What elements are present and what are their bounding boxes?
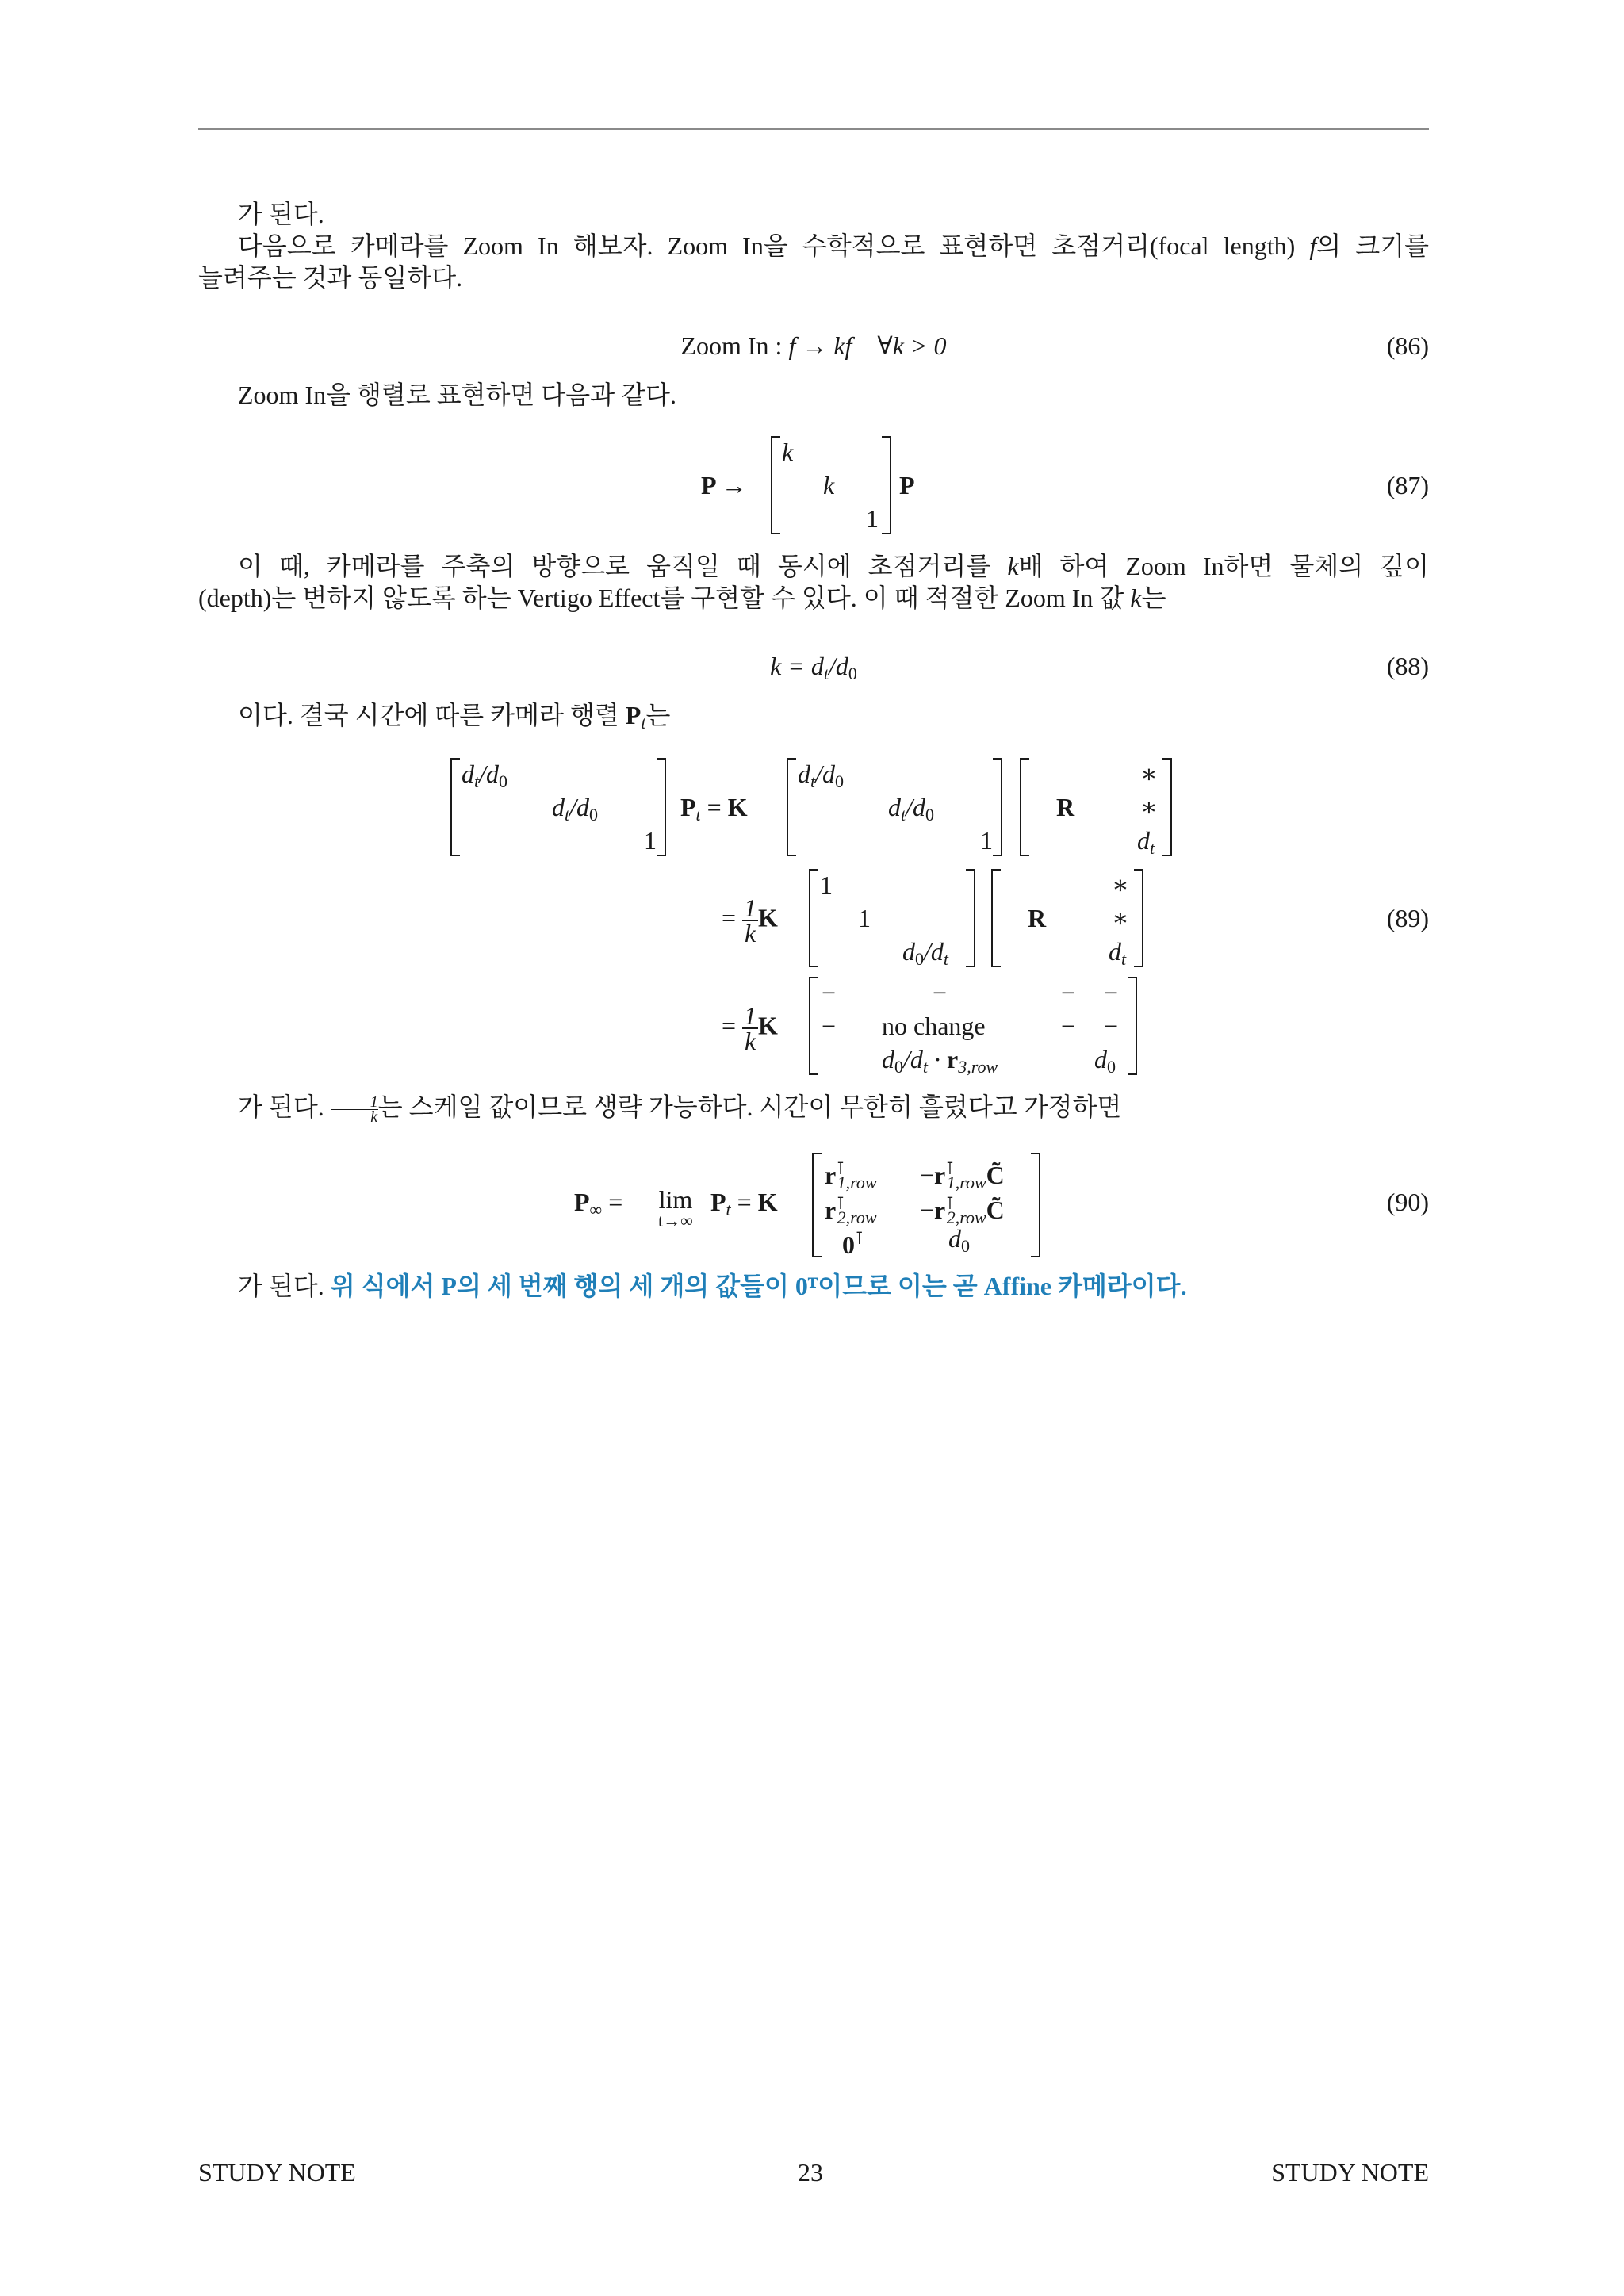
paragraph-camera-time: 이다. 결국 시간에 따른 카메라 행렬 $P_t$는 xyxy=(238,701,671,733)
paragraph-intro xyxy=(198,198,1429,230)
rotation-matrix-1: R ∗ ∗ $d_t$ xyxy=(1020,758,1172,856)
highlight-conclusion: 위 식에서 P의 세 번째 행의 세 개의 값들이 0ᵀ이므로 이는 곧 Affine 카메라이다. xyxy=(330,1272,1187,1300)
paragraph-zoom-line2: 늘려주는 것과 동일하다. xyxy=(198,263,463,292)
scale-matrix-right: $d_t/d_0$ $d_t/d_0$ 1 xyxy=(787,758,1002,856)
scale-matrix-left: $d_t/d_0$ $d_t/d_0$ 1 xyxy=(450,758,666,856)
paragraph-scale: 가 된다. $\frac{1}{k}$ 는 스케일 값이므로 생략 가능하다. 시간이 무한히 흘렀다고 가정하면 xyxy=(238,1093,1122,1127)
paragraph-vertigo-line1: 이 때, 카메라를 주축의 방향으로 움직일 때 동시에 초점거리를 k배 하여 Zoom In하면 물체의 깊이 xyxy=(238,552,1430,580)
affine-matrix: $r^⊺_{1,row}$ $-r^⊺_{1,row}C̃$ $r^⊺_{2,row}$ $-r^⊺_{2,row}C̃$ 0⊺ $d_0$ xyxy=(812,1153,1040,1257)
depth-matrix: 1 1 $d_0/d_t$ xyxy=(809,869,975,967)
equation-number: (86) xyxy=(1386,331,1429,360)
equation-88: $k = d_t/d_0$ (88) xyxy=(770,652,1429,683)
paragraph-matrix-intro: Zoom In을 행렬로 표현하면 다음과 같다. xyxy=(238,381,676,409)
footer-right: STUDY NOTE xyxy=(1271,2158,1429,2187)
page-number: 23 xyxy=(798,2158,823,2187)
equation-86: Zoom In : f → kf ∀k > 0 (86) xyxy=(680,331,1429,360)
text-intro: 가 된다. xyxy=(238,200,324,228)
equation-89: $d_t/d_0$ $d_t/d_0$ 1 $P_t = K$ $d_t/d_0$ $d_t/d_0$ 1 R ∗ ∗ $d_t$ = $\frac{1}{k}$ K 1 1 $d_0/d_t$ R ∗ ∗ $d_t$ (89) = $\frac{1}{k}$ K − − − − − no change − − $d_0/d_t \cdot r_{3,row}$ $d_0$ xyxy=(198,753,1429,1078)
paragraph-vertigo-line2: (depth)는 변하지 않도록 하는 Vertigo Effect를 구현할 수 있다. 이 때 적절한 Zoom In 값 k는 xyxy=(198,584,1166,612)
equation-90: $P_\infty$ = lim t→∞ $P_t = K$ $r^⊺_{1,row}$ $-r^⊺_{1,row}C̃$ $r^⊺_{2,row}$ $-r^⊺_{2,row}C̃$ 0⊺ $d_0$ (90) xyxy=(198,1150,1429,1261)
rotation-matrix-2: R ∗ ∗ $d_t$ xyxy=(991,869,1143,967)
footer-left: STUDY NOTE xyxy=(198,2158,356,2187)
paragraph-zoom-line1: 다음으로 카메라를 Zoom In 해보자. Zoom In을 수학적으로 표현하면 초점거리(focal length) f의 크기를 xyxy=(238,232,1429,260)
result-matrix: − − − − − no change − − $d_0/d_t \cdot r_{3,row}$ $d_0$ xyxy=(809,977,1137,1075)
paragraph-vertigo xyxy=(198,550,1429,614)
paragraph-zoom-in xyxy=(198,230,1429,293)
zoom-matrix: k k 1 xyxy=(771,436,891,534)
header-rule xyxy=(198,128,1429,130)
equation-87: P → k k 1 P (87) xyxy=(701,438,1429,533)
paragraph-conclusion: 가 된다. 위 식에서 P의 세 번째 행의 세 개의 값들이 0ᵀ이므로 이는 곧 Affine 카메라이다. xyxy=(238,1272,1187,1300)
